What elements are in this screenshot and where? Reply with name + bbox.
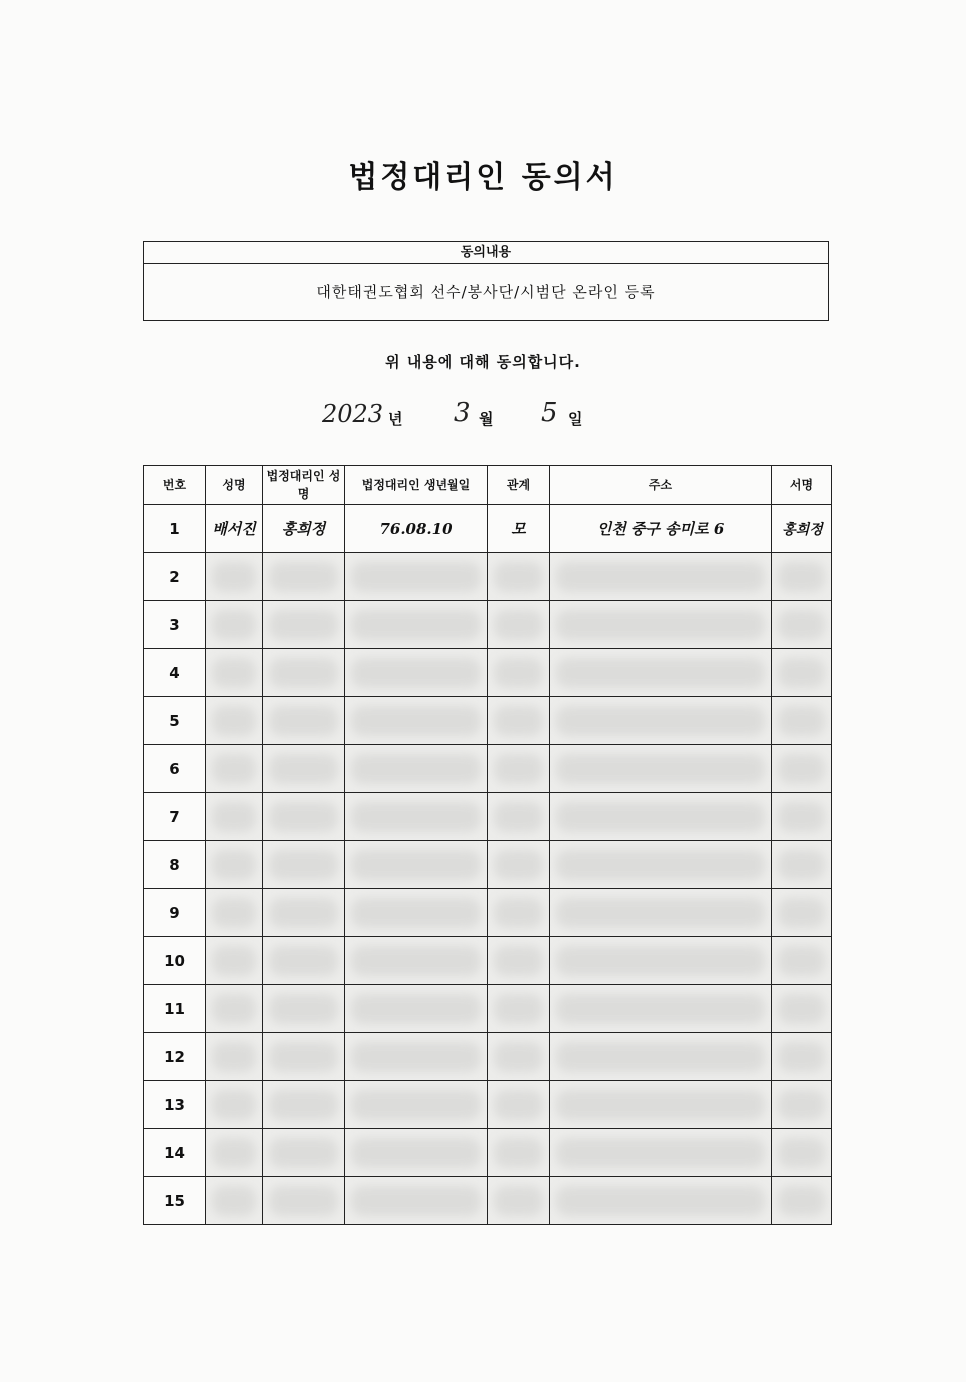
signature-cell	[772, 649, 832, 697]
relation-cell	[488, 553, 550, 601]
year-label: 년	[388, 410, 403, 428]
guardian-birth-cell	[345, 1129, 488, 1177]
address-cell	[550, 841, 772, 889]
guardian-birth-cell	[345, 601, 488, 649]
name-cell	[206, 553, 263, 601]
address-cell	[550, 697, 772, 745]
guardian-birth-cell	[345, 553, 488, 601]
name-cell	[206, 1177, 263, 1225]
guardian-birth-cell	[345, 1177, 488, 1225]
address-cell	[550, 985, 772, 1033]
table-row	[144, 937, 832, 985]
relation-cell	[488, 937, 550, 985]
signature-cell	[772, 1177, 832, 1225]
guardian-birth-cell	[345, 697, 488, 745]
guardian-table	[143, 465, 832, 1225]
address-cell	[550, 1177, 772, 1225]
relation-cell	[488, 841, 550, 889]
header-relation: 관계	[488, 466, 550, 505]
guardian-birth-cell	[345, 649, 488, 697]
name-cell	[206, 985, 263, 1033]
guardian-name-cell	[263, 745, 345, 793]
day-label: 일	[568, 410, 583, 428]
row-number: 12	[144, 1033, 206, 1081]
guardian-birth-cell	[345, 1081, 488, 1129]
row-number: 5	[144, 697, 206, 745]
signature-cell	[772, 553, 832, 601]
signature-cell	[772, 1081, 832, 1129]
row-number: 8	[144, 841, 206, 889]
relation-cell	[488, 649, 550, 697]
address-cell	[550, 1033, 772, 1081]
address-cell	[550, 601, 772, 649]
guardian-name-cell	[263, 1177, 345, 1225]
table-row	[144, 841, 832, 889]
guardian-name-cell	[263, 985, 345, 1033]
consent-body: 대한태권도협회 선수/봉사단/시범단 온라인 등록	[316, 283, 656, 301]
relation-cell	[488, 1129, 550, 1177]
relation-cell	[488, 745, 550, 793]
signature-cell	[772, 697, 832, 745]
table-header-row	[144, 466, 832, 505]
day-value: 5	[541, 398, 558, 428]
address: 인천 중구 송미로 6	[550, 505, 772, 553]
header-guardian-birth: 법정대리인 생년월일	[345, 466, 488, 505]
header-no: 번호	[144, 466, 206, 505]
relation-cell	[488, 1033, 550, 1081]
address-cell	[550, 1129, 772, 1177]
row-number: 3	[144, 601, 206, 649]
year-value: 2023	[322, 400, 384, 428]
name-cell	[206, 601, 263, 649]
address-cell	[550, 1081, 772, 1129]
guardian-name: 홍희정	[263, 505, 345, 553]
guardian-birth-cell	[345, 745, 488, 793]
row-number: 14	[144, 1129, 206, 1177]
table-row	[144, 745, 832, 793]
guardian-name-cell	[263, 601, 345, 649]
table-row	[144, 889, 832, 937]
row-number: 2	[144, 553, 206, 601]
signature: 홍희정	[772, 505, 832, 553]
header-address: 주소	[550, 466, 772, 505]
table-row	[144, 505, 832, 553]
signature-cell	[772, 601, 832, 649]
name-cell	[206, 649, 263, 697]
table-row	[144, 601, 832, 649]
name-cell	[206, 697, 263, 745]
table-row	[144, 1129, 832, 1177]
address-cell	[550, 889, 772, 937]
guardian-name-cell	[263, 937, 345, 985]
relation-cell	[488, 793, 550, 841]
address-cell	[550, 793, 772, 841]
guardian-name-cell	[263, 1033, 345, 1081]
month-value: 3	[454, 398, 471, 428]
name-cell	[206, 937, 263, 985]
consent-header: 동의내용	[144, 242, 828, 264]
signature-cell	[772, 1129, 832, 1177]
name-cell	[206, 889, 263, 937]
month-label: 월	[479, 410, 494, 428]
page-title: 법정대리인 동의서	[348, 160, 618, 195]
row-number: 10	[144, 937, 206, 985]
address-cell	[550, 745, 772, 793]
guardian-birth-cell	[345, 841, 488, 889]
signature-cell	[772, 1033, 832, 1081]
row-number: 4	[144, 649, 206, 697]
signature-cell	[772, 841, 832, 889]
name-cell	[206, 1129, 263, 1177]
name-cell	[206, 1081, 263, 1129]
guardian-name-cell	[263, 841, 345, 889]
row-number: 13	[144, 1081, 206, 1129]
guardian-name-cell	[263, 697, 345, 745]
table-row	[144, 697, 832, 745]
relation-cell	[488, 697, 550, 745]
address-cell	[550, 937, 772, 985]
signature-cell	[772, 793, 832, 841]
header-name: 성명	[206, 466, 263, 505]
relation-cell	[488, 1081, 550, 1129]
relation-cell	[488, 601, 550, 649]
row-number: 11	[144, 985, 206, 1033]
consent-box	[143, 241, 829, 321]
guardian-name-cell	[263, 1129, 345, 1177]
name-cell	[206, 745, 263, 793]
guardian-name-cell	[263, 793, 345, 841]
guardian-birth-cell	[345, 985, 488, 1033]
name-cell	[206, 793, 263, 841]
table-row	[144, 985, 832, 1033]
guardian-name-cell	[263, 889, 345, 937]
row-number: 1	[144, 505, 206, 553]
address-cell	[550, 649, 772, 697]
row-number: 7	[144, 793, 206, 841]
table-row	[144, 1081, 832, 1129]
table-row	[144, 649, 832, 697]
row-number: 9	[144, 889, 206, 937]
relation-cell	[488, 889, 550, 937]
name-cell	[206, 1033, 263, 1081]
header-guardian-name: 법정대리인 성명	[263, 466, 345, 505]
signature-cell	[772, 889, 832, 937]
guardian-name-cell	[263, 1081, 345, 1129]
table-row	[144, 1033, 832, 1081]
header-signature: 서명	[772, 466, 832, 505]
relation-cell	[488, 1177, 550, 1225]
guardian-name-cell	[263, 649, 345, 697]
table-row	[144, 793, 832, 841]
name-cell	[206, 841, 263, 889]
row-number: 15	[144, 1177, 206, 1225]
table-row	[144, 553, 832, 601]
guardian-birth-cell	[345, 889, 488, 937]
signature-cell	[772, 745, 832, 793]
guardian-birth: 76.08.10	[345, 505, 488, 553]
guardian-birth-cell	[345, 937, 488, 985]
agreement-statement: 위 내용에 대해 동의합니다.	[385, 353, 581, 371]
guardian-birth-cell	[345, 793, 488, 841]
relation-cell	[488, 985, 550, 1033]
guardian-birth-cell	[345, 1033, 488, 1081]
guardian-name-cell	[263, 553, 345, 601]
relation: 모	[488, 505, 550, 553]
signature-cell	[772, 985, 832, 1033]
row-number: 6	[144, 745, 206, 793]
address-cell	[550, 553, 772, 601]
signature-cell	[772, 937, 832, 985]
table-row	[144, 1177, 832, 1225]
date-line	[0, 398, 966, 438]
student-name: 배서진	[206, 505, 263, 553]
